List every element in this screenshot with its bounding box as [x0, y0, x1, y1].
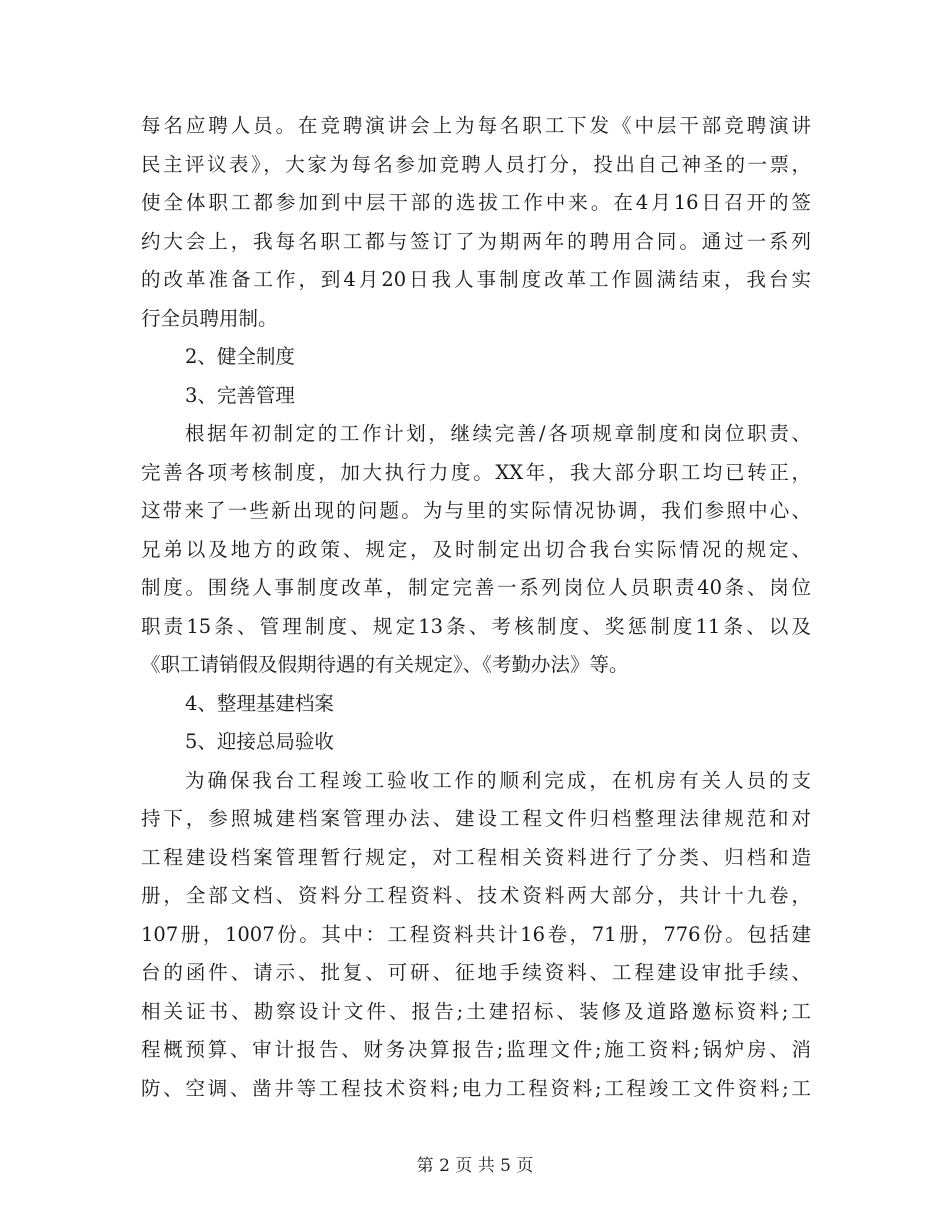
- section-heading: 4、整理基建档案: [185, 691, 334, 715]
- text-line: 每名应聘人员。在竞聘演讲会上为每名职工下发《中层干部竞聘演讲: [141, 114, 811, 137]
- text-line: 工程建设档案管理暂行规定，对工程相关资料进行了分类、归档和造: [141, 845, 811, 869]
- text-line: 职责15条、管理制度、规定13条、考核制度、奖惩制度11条、以及: [141, 614, 811, 638]
- text-line: 根据年初制定的工作计划，继续完善/各项规章制度和岗位职责、: [185, 422, 811, 445]
- text-line: 为确保我台工程竣工验收工作的顺利完成，在机房有关人员的支: [185, 768, 811, 792]
- text-line: 《职工请销假及假期待遇的有关规定》、《考勤办法》等。: [141, 653, 629, 676]
- text-line: 持下，参照城建档案管理办法、建设工程文件归档整理法律规范和对: [141, 807, 811, 830]
- text-line: 程概预算、审计报告、财务决算报告;监理文件;施工资料;锅炉房、消: [141, 1038, 811, 1061]
- section-heading: 2、健全制度: [185, 345, 295, 368]
- text-line: 册，全部文档、资料分工程资料、技术资料两大部分，共计十九卷，: [141, 884, 811, 907]
- text-line: 这带来了一些新出现的问题。为与里的实际情况协调，我们参照中心、: [141, 499, 811, 522]
- text-line: 约大会上，我每名职工都与签订了为期两年的聘用合同。通过一系列: [141, 229, 811, 253]
- text-line: 民主评议表》，大家为每名参加竞聘人员打分，投出自己神圣的一票，: [141, 152, 811, 176]
- text-line: 兄弟以及地方的政策、规定，及时制定出切合我台实际情况的规定、: [141, 537, 811, 561]
- text-line: 防、空调、凿井等工程技术资料;电力工程资料;工程竣工文件资料;工: [141, 1076, 811, 1100]
- text-line: 台的函件、请示、批复、可研、征地手续资料、工程建设审批手续、: [141, 961, 811, 984]
- text-line: 使全体职工都参加到中层干部的选拔工作中来。在4月16日召开的签: [141, 191, 811, 214]
- text-line: 的改革准备工作，到4月20日我人事制度改革工作圆满结束，我台实: [141, 268, 811, 291]
- text-line: 相关证书、勘察设计文件、报告;土建招标、装修及道路邀标资料;工: [141, 999, 811, 1023]
- document-body: [141, 107, 811, 1108]
- text-line: 完善各项考核制度，加大执行力度。XX年，我大部分职工均已转正，: [141, 460, 811, 484]
- text-line: 107册，1007份。其中：工程资料共计16卷，71册，776份。包括建: [141, 922, 811, 946]
- text-line: 制度。围绕人事制度改革，制定完善一系列岗位人员职责40条、岗位: [141, 576, 811, 599]
- section-heading: 5、迎接总局验收: [185, 730, 334, 753]
- section-heading: 3、完善管理: [185, 383, 295, 407]
- text-line: 行全员聘用制。: [141, 306, 278, 330]
- page-number-footer: 第 2 页 共 5 页: [416, 1156, 534, 1176]
